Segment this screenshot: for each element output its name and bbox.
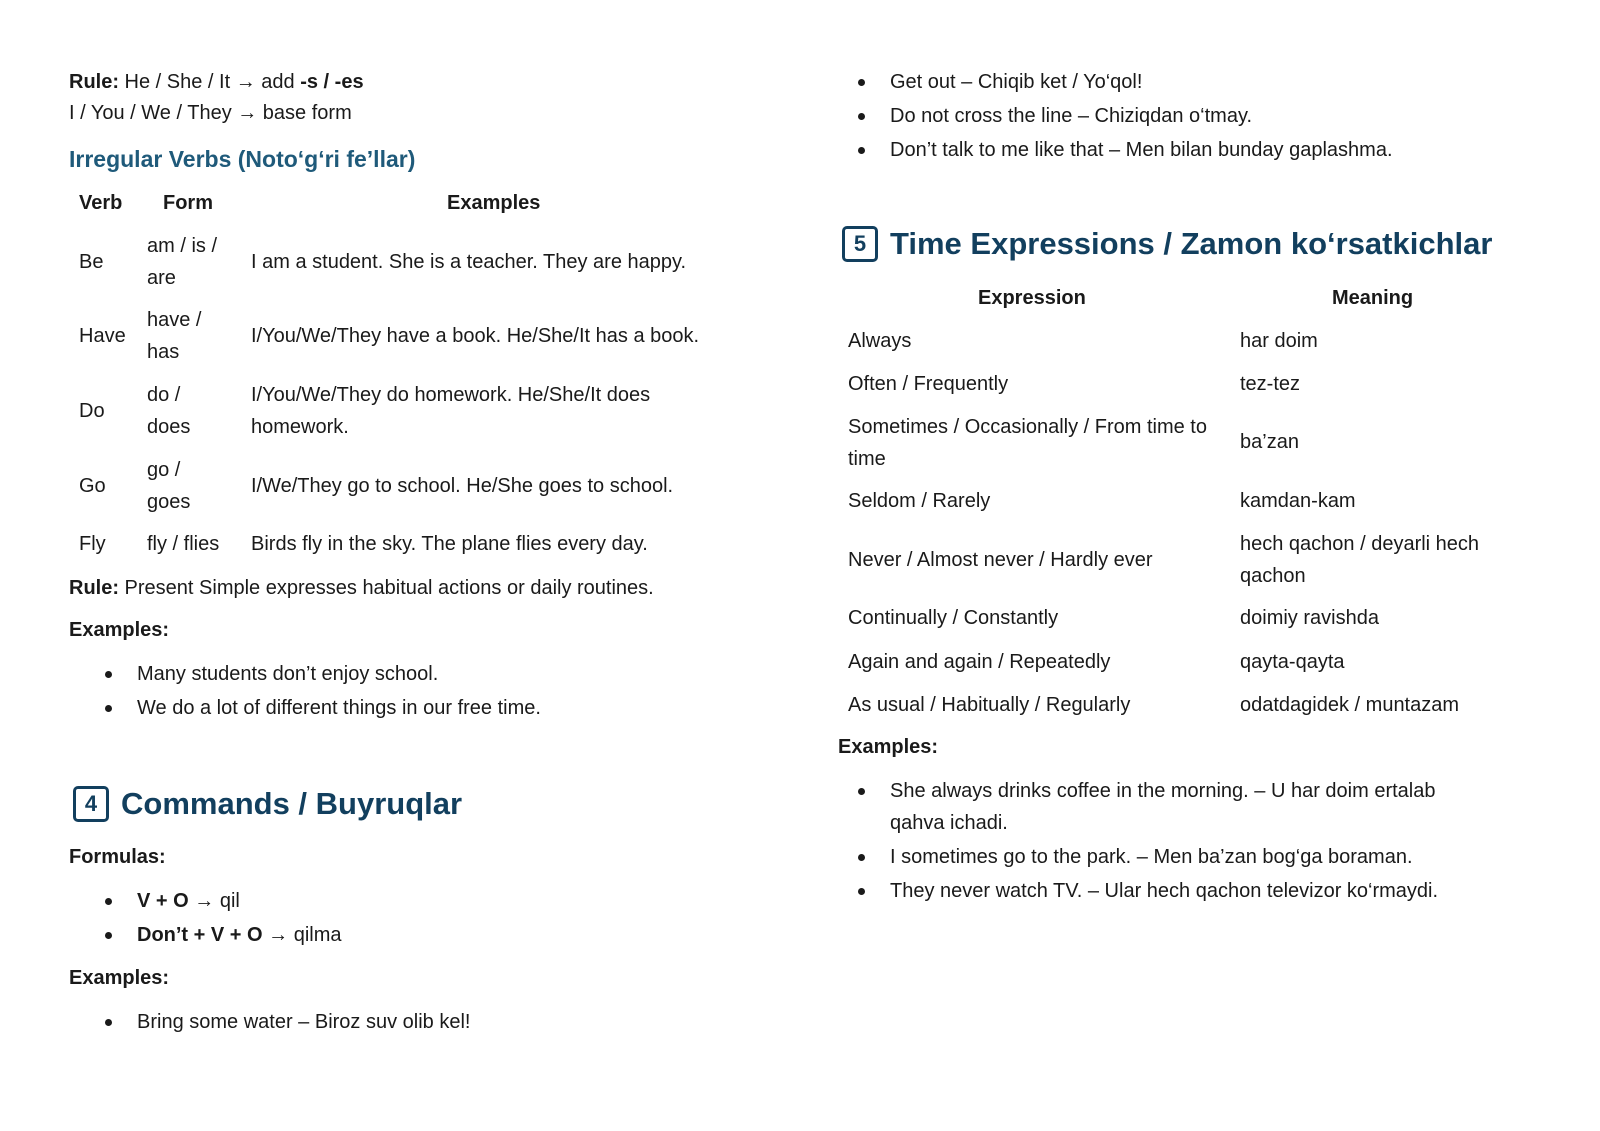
table-header-form: Form — [163, 192, 213, 214]
list-item: Get out – Chiqib ket / Yo‘qol! — [854, 66, 1534, 98]
list-item — [101, 885, 741, 917]
formulas-list — [101, 885, 741, 953]
meaning-cell: har doim — [1240, 330, 1318, 352]
commands-section-heading — [73, 786, 462, 822]
meaning-cell: odatdagidek / muntazam — [1240, 694, 1460, 716]
list-item: I sometimes go to the park. – Men ba’zan bog‘ga boraman. — [854, 841, 1494, 873]
expression-cell: As usual / Habitually / Regularly — [848, 694, 1131, 716]
rule-present-simple — [69, 576, 654, 600]
expression-cell: Sometimes / Occasionally / From time to time — [848, 416, 1207, 470]
rule-third-person — [69, 70, 364, 94]
table-header-examples: Examples — [447, 192, 541, 214]
list-item: They never watch TV. – Ular hech qachon televizor ko‘rmaydi. — [854, 875, 1494, 907]
time-examples-label: Examples: — [838, 736, 939, 758]
commands-examples-list — [101, 1006, 741, 1040]
example-cell: I/You/We/They have a book. He/She/It has a book. — [251, 325, 700, 347]
rule-suffix: -s / -es — [300, 71, 364, 93]
meaning-cell: ba’zan — [1240, 431, 1299, 453]
example-cell: Birds fly in the sky. The plane flies every day. — [251, 533, 648, 555]
form-cell: have / has — [147, 309, 202, 363]
expression-cell: Often / Frequently — [848, 373, 1009, 395]
section-number-badge: 5 — [842, 226, 878, 262]
expression-cell: Seldom / Rarely — [848, 490, 991, 512]
verb-cell: Be — [79, 251, 104, 273]
list-item: Many students don’t enjoy school. — [101, 658, 741, 690]
table-header-expression: Expression — [978, 287, 1086, 309]
list-item: Bring some water – Biroz suv olib kel! — [101, 1006, 741, 1038]
list-item: We do a lot of different things in our free time. — [101, 692, 741, 724]
examples-list — [101, 658, 741, 726]
table-header-verb: Verb — [79, 192, 123, 214]
commands-title: Commands / Buyruqlar — [121, 786, 463, 821]
form-cell: do / does — [147, 384, 191, 438]
rule-label: Rule: — [69, 71, 119, 93]
form-cell: fly / flies — [147, 533, 220, 555]
expression-cell: Never / Almost never / Hardly ever — [848, 549, 1153, 571]
commands-examples-continued — [854, 66, 1534, 168]
formula-bold: Don’t + V + O — [137, 924, 263, 946]
meaning-cell: kamdan-kam — [1240, 490, 1356, 512]
list-item: Don’t talk to me like that – Men bilan bunday gaplashma. — [854, 134, 1534, 166]
meaning-cell: qayta-qayta — [1240, 651, 1345, 673]
list-item: Do not cross the line – Chiziqdan o‘tmay. — [854, 100, 1534, 132]
list-item: She always drinks coffee in the morning. – U har doim ertalab qahva ichadi. — [854, 775, 1494, 839]
rule-base-form: I / You / We / They → base form — [69, 102, 352, 124]
verb-cell: Fly — [79, 533, 106, 555]
verb-cell: Do — [79, 400, 105, 422]
time-expressions-section-heading — [842, 226, 1492, 262]
verb-cell: Go — [79, 475, 106, 497]
formula-rest: → qil — [188, 890, 240, 912]
form-cell: am / is / are — [147, 235, 218, 289]
meaning-cell: hech qachon / deyarli hech qachon — [1240, 533, 1480, 587]
expression-cell: Always — [848, 330, 912, 352]
example-cell: I am a student. She is a teacher. They are happy. — [251, 251, 687, 273]
expression-cell: Again and again / Repeatedly — [848, 651, 1111, 673]
example-cell: I/You/We/They do homework. He/She/It does homework. — [251, 384, 651, 438]
meaning-cell: tez-tez — [1240, 373, 1301, 395]
time-examples-list — [854, 775, 1494, 909]
rule-text: Present Simple expresses habitual actions or daily routines. — [119, 577, 654, 599]
section-number-badge: 4 — [73, 786, 109, 822]
examples-label: Examples: — [69, 619, 170, 641]
formulas-label: Formulas: — [69, 846, 166, 868]
time-expressions-title: Time Expressions / Zamon ko‘rsatkichlar — [890, 226, 1493, 261]
commands-examples-label: Examples: — [69, 967, 170, 989]
expression-cell: Continually / Constantly — [848, 607, 1059, 629]
verb-cell: Have — [79, 325, 126, 347]
rule-text: He / She / It → add — [119, 71, 301, 93]
table-header-meaning: Meaning — [1332, 287, 1414, 309]
form-cell: go / goes — [147, 459, 191, 513]
formula-rest: → qilma — [262, 924, 342, 946]
rule-label: Rule: — [69, 577, 119, 599]
irregular-verbs-title: Irregular Verbs (Noto‘g‘ri fe’llar) — [69, 146, 416, 172]
example-cell: I/We/They go to school. He/She goes to school. — [251, 475, 674, 497]
meaning-cell: doimiy ravishda — [1240, 607, 1379, 629]
formula-bold: V + O — [137, 890, 189, 912]
list-item — [101, 919, 741, 951]
